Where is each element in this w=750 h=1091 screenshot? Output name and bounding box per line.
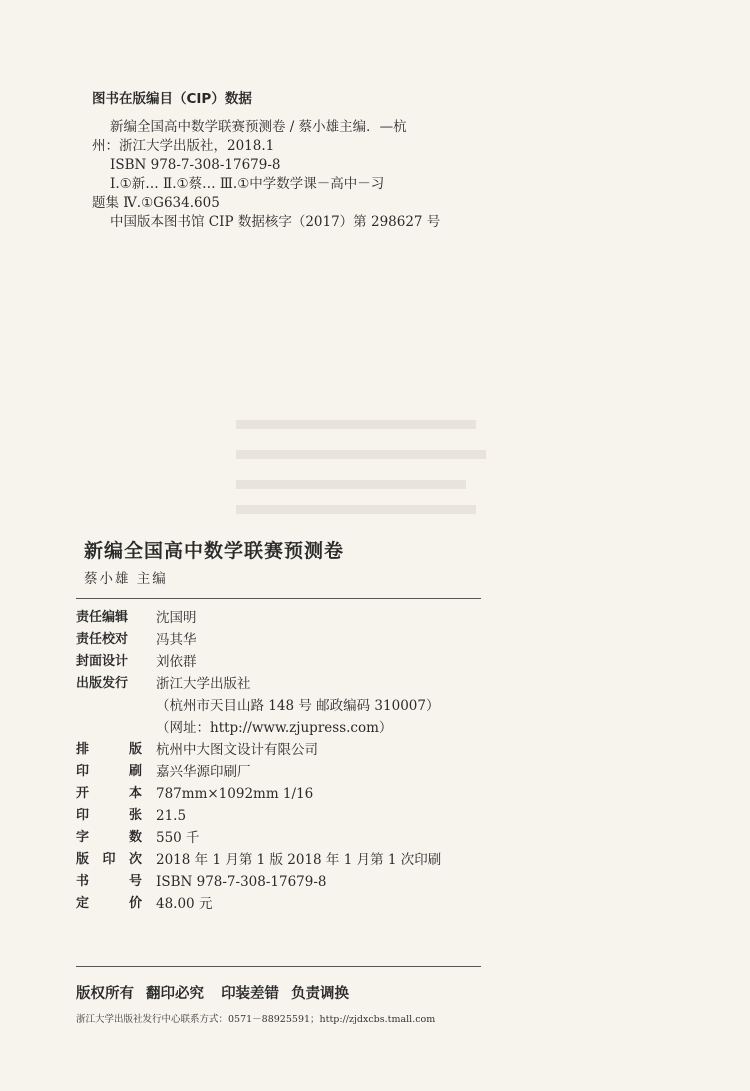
detail-label: 字 数 bbox=[76, 830, 142, 845]
cip-line: 州：浙江大学出版社，2018.1 bbox=[92, 138, 275, 154]
detail-row bbox=[76, 805, 496, 827]
detail-row bbox=[76, 739, 496, 761]
publisher-address: （杭州市天目山路 148 号 邮政编码 310007） bbox=[156, 698, 440, 714]
colophon-label: 责任编辑 bbox=[76, 610, 129, 625]
show-through-line bbox=[236, 420, 476, 429]
detail-row bbox=[76, 893, 496, 915]
rights-notice bbox=[76, 982, 361, 1003]
detail-row bbox=[76, 871, 496, 893]
colophon-row bbox=[76, 629, 496, 651]
detail-value: ISBN 978-7-308-17679-8 bbox=[156, 874, 327, 890]
colophon-label: 封面设计 bbox=[76, 654, 129, 669]
publisher-website: （网址：http://www.zjupress.com） bbox=[156, 720, 393, 736]
detail-value: 杭州中大图文设计有限公司 bbox=[156, 742, 318, 758]
cip-record-number: 中国版本图书馆 CIP 数据核字（2017）第 298627 号 bbox=[110, 214, 441, 230]
detail-value: 48.00 元 bbox=[156, 896, 213, 912]
rights-text: 负责调换 bbox=[291, 986, 350, 1002]
detail-label: 版 印 次 bbox=[76, 852, 142, 867]
show-through-line bbox=[236, 450, 486, 459]
colophon-value: 浙江大学出版社 bbox=[156, 676, 251, 692]
divider bbox=[76, 598, 481, 599]
cip-line: 新编全国高中数学联赛预测卷 / 蔡小雄主编．—杭 bbox=[110, 119, 407, 135]
detail-value: 787mm×1092mm 1/16 bbox=[156, 786, 314, 802]
detail-row bbox=[76, 827, 496, 849]
colophon-value: 沈国明 bbox=[156, 610, 197, 626]
detail-label: 书 号 bbox=[76, 874, 142, 889]
show-through-line bbox=[236, 505, 476, 514]
book-title: 新编全国高中数学联赛预测卷 bbox=[84, 540, 345, 562]
detail-value: 2018 年 1 月第 1 版 2018 年 1 月第 1 次印刷 bbox=[156, 852, 442, 868]
cip-block bbox=[92, 90, 512, 232]
colophon-value: 刘依群 bbox=[156, 654, 197, 670]
cip-line: ISBN 978-7-308-17679-8 bbox=[110, 157, 281, 173]
chief-editor: 蔡小雄 主编 bbox=[84, 571, 168, 587]
distribution-contact: 浙江大学出版社发行中心联系方式：0571－88925591；http://zjdxcbs.tmall.com bbox=[76, 1014, 436, 1025]
cip-heading: 图书在版编目（CIP）数据 bbox=[92, 91, 252, 107]
detail-row bbox=[76, 849, 496, 871]
detail-value: 21.5 bbox=[156, 808, 187, 824]
detail-row bbox=[76, 783, 496, 805]
detail-value: 嘉兴华源印刷厂 bbox=[156, 764, 251, 780]
detail-label: 印 张 bbox=[76, 808, 142, 823]
colophon bbox=[76, 607, 496, 915]
colophon-value: 冯其华 bbox=[156, 632, 197, 648]
colophon-row bbox=[76, 607, 496, 629]
detail-value: 550 千 bbox=[156, 830, 200, 846]
colophon-row bbox=[76, 673, 496, 695]
detail-row bbox=[76, 761, 496, 783]
cip-line: Ⅰ.①新… Ⅱ.①蔡… Ⅲ.①中学数学课－高中－习 bbox=[110, 176, 385, 192]
rights-text: 版权所有 bbox=[76, 986, 134, 1002]
colophon-row bbox=[76, 651, 496, 673]
rights-text: 印装差错 bbox=[221, 986, 280, 1002]
colophon-label: 出版发行 bbox=[76, 676, 129, 691]
detail-label: 开 本 bbox=[76, 786, 142, 801]
detail-label: 定 价 bbox=[76, 896, 142, 911]
colophon-label: 责任校对 bbox=[76, 632, 129, 647]
detail-label: 印 刷 bbox=[76, 764, 142, 779]
show-through-line bbox=[236, 480, 466, 489]
detail-label: 排 版 bbox=[76, 742, 142, 757]
divider bbox=[76, 966, 481, 967]
rights-text: 翻印必究 bbox=[146, 986, 204, 1002]
cip-line: 题集 Ⅳ.①G634.605 bbox=[92, 195, 220, 211]
